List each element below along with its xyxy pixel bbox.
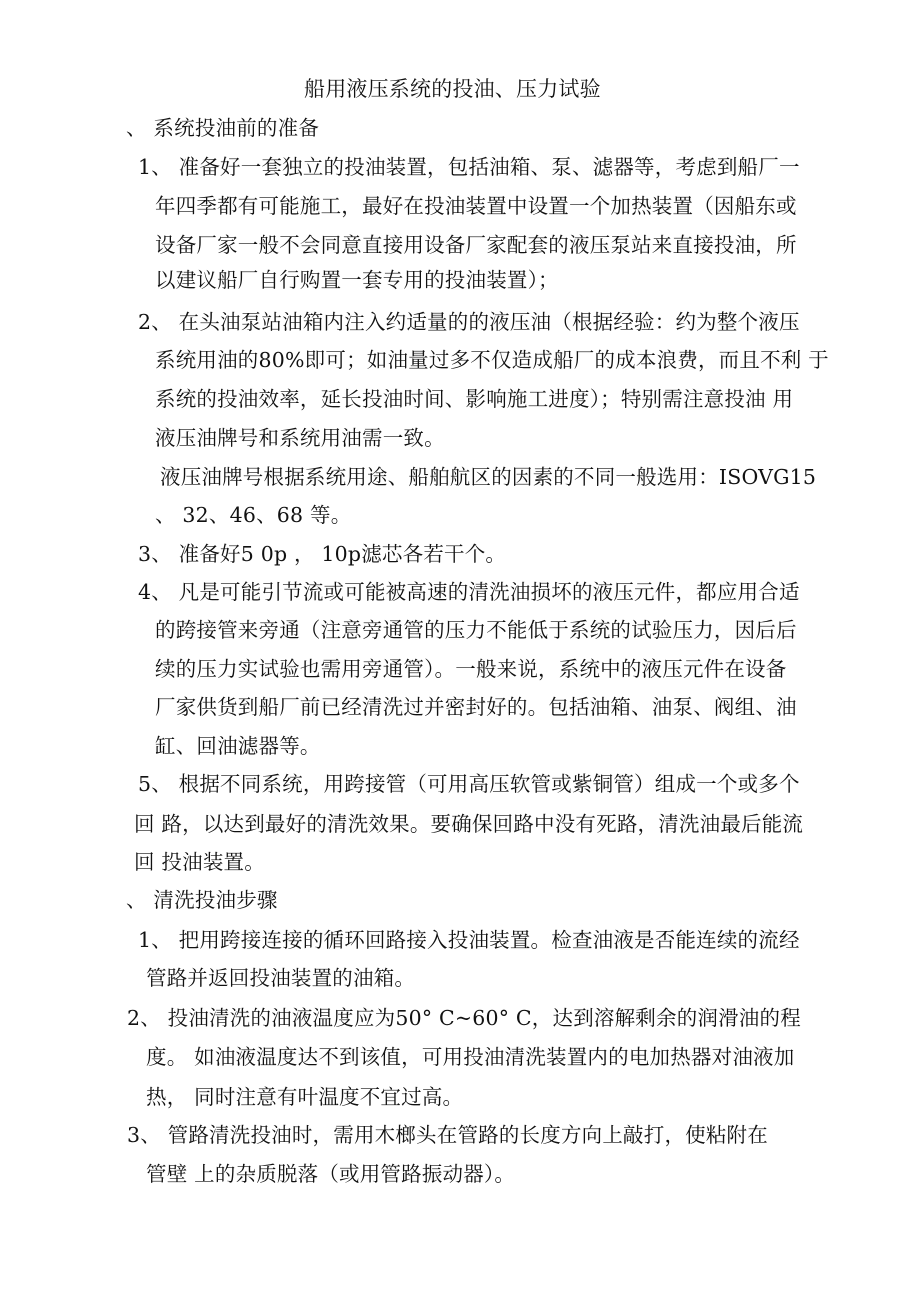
paragraph-line: 的跨接管来旁通（注意旁通管的压力不能低于系统的试验压力，因后后 <box>155 618 797 642</box>
paragraph-line: 以建议船厂自行购置一套专用的投油装置）； <box>155 268 559 292</box>
paragraph-line: 4、 凡是可能引节流或可能被高速的清洗油损坏的液压元件，都应用合适 <box>138 580 800 604</box>
paragraph-line: 热， 同时注意有叶温度不宜过高。 <box>146 1085 464 1109</box>
paragraph-line: 1、 准备好一套独立的投油装置，包括油箱、泵、滤器等，考虑到船厂一 <box>138 155 800 179</box>
paragraph-line: 厂家供货到船厂前已经清洗过并密封好的。包括油箱、油泵、阀组、油 <box>155 695 797 719</box>
paragraph-line: 度。 如油液温度达不到该值，可用投油清洗装置内的电加热器对油液加 <box>146 1045 795 1069</box>
paragraph-line: 2、 在头油泵站油箱内注入约适量的的液压油（根据经验：约为整个液压 <box>138 310 800 334</box>
paragraph-line: 液压油牌号和系统用油需一致。 <box>155 426 445 450</box>
paragraph-line: 3、 准备好5 0p ， 10p滤芯各若干个。 <box>138 542 507 566</box>
section-heading: 、 清洗投油步骤 <box>126 888 278 912</box>
paragraph-line: 回 路，以达到最好的清洗效果。要确保回路中没有死路，清洗油最后能流 <box>134 812 804 836</box>
paragraph-line: 回 投油装置。 <box>134 850 265 874</box>
paragraph-line: 系统用油的80%即可；如油量过多不仅造成船厂的成本浪费，而且不利 于 <box>155 348 829 372</box>
document-title: 船用液压系统的投油、压力试验 <box>304 77 601 101</box>
paragraph-line: 年四季都有可能施工，最好在投油装置中设置一个加热装置（因船东或 <box>155 194 797 218</box>
paragraph-line: 设备厂家一般不会同意直接用设备厂家配套的液压泵站来直接投油，所 <box>155 233 797 257</box>
paragraph-line: 2、 投油清洗的油液温度应为50° C~60° C，达到溶解剩余的润滑油的程 <box>127 1006 801 1030</box>
paragraph-line: 1、 把用跨接连接的循环回路接入投油装置。检查油液是否能连续的流经 <box>138 928 800 952</box>
paragraph-line: 管路并返回投油装置的油箱。 <box>146 966 416 990</box>
paragraph-line: 系统的投油效率，延长投油时间、影响施工进度）；特别需注意投油 用 <box>155 387 794 411</box>
paragraph-line: 缸、回油滤器等。 <box>155 734 321 758</box>
paragraph-line: 液压油牌号根据系统用途、船舶航区的因素的不同一般选用：ISOVG15 <box>160 465 817 489</box>
paragraph-line: 、 32、46、68 等。 <box>155 503 352 527</box>
paragraph-line: 管壁 上的杂质脱落（或用管路振动器）。 <box>146 1162 516 1186</box>
section-heading: 、 系统投油前的准备 <box>126 116 320 140</box>
paragraph-line: 续的压力实试验也需用旁通管）。一般来说，系统中的液压元件在设备 <box>155 657 787 681</box>
paragraph-line: 5、 根据不同系统，用跨接管（可用高压软管或紫铜管）组成一个或多个 <box>138 772 800 796</box>
paragraph-line: 3、 管路清洗投油时，需用木榔头在管路的长度方向上敲打，使粘附在 <box>127 1123 768 1147</box>
